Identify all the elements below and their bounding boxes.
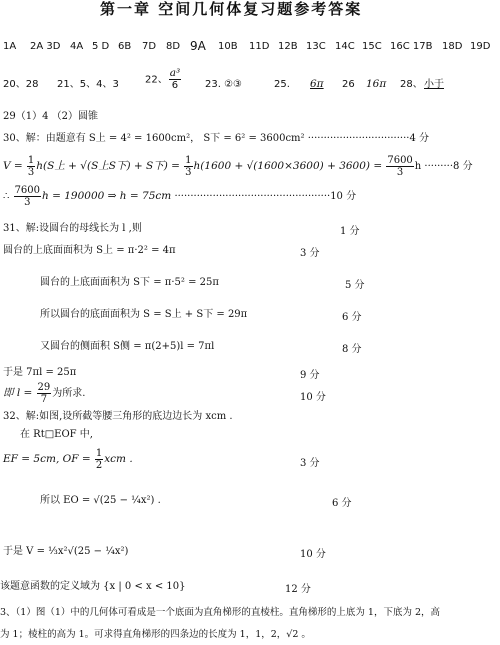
answer-8: 8D bbox=[166, 41, 181, 52]
q31-line-5: 又圆台的侧面积 S侧 = π(2+5)l = 7πl bbox=[40, 341, 215, 352]
answer-14: 14C bbox=[335, 41, 355, 52]
answer-16-17: 16C 17B bbox=[390, 41, 433, 52]
answer-19: 19D bbox=[470, 41, 491, 52]
answer-15: 15C bbox=[362, 41, 382, 52]
q31-score-1: 1 分 bbox=[340, 226, 360, 237]
q31-line-1: 31、解:设圆台的母线长为 l ,则 bbox=[3, 223, 142, 234]
q31-line-7: 即 l = $\frac{29}{7}$ 为所求. bbox=[3, 382, 86, 405]
answer-28-value: 小于 bbox=[424, 79, 444, 90]
q32-line-1: 32、解:如图,设所截等腰三角形的底边边长为 xcm . bbox=[3, 411, 233, 422]
answer-25-value: 6π bbox=[310, 78, 324, 90]
q31-score-2: 3 分 bbox=[300, 248, 320, 259]
answer-13: 13C bbox=[306, 41, 326, 52]
answer-23: 23. ②③ bbox=[205, 79, 243, 90]
q30-line-1: 30、解：由题意有 S上 = 4² = 1600cm²， S下 = 6² = 3600cm² ································4 分 bbox=[3, 133, 429, 144]
answer-10: 10B bbox=[218, 41, 238, 52]
answer-26-label: 26 bbox=[342, 79, 355, 90]
q33-line-2: 为 1；棱柱的高为 1。可求得直角梯形的四条边的长度为 1，1，2，√2 。 bbox=[0, 629, 311, 640]
q31-score-7: 10 分 bbox=[300, 392, 326, 403]
q31-line-6: 于是 7πl = 25π bbox=[3, 367, 77, 378]
answer-26-value: 16π bbox=[366, 78, 387, 90]
q32-line-5: 于是 V = ⅓x²√(25 − ¼x²) bbox=[3, 546, 129, 557]
q32-line-4: 所以 EO = √(25 − ¼x²) . bbox=[40, 495, 161, 506]
answer-12: 12B bbox=[278, 41, 298, 52]
q31-score-3: 5 分 bbox=[345, 280, 365, 291]
answer-20: 20、28 bbox=[3, 79, 39, 90]
answer-6: 6B bbox=[118, 41, 132, 52]
q31-line-2: 圆台的上底面面积为 S上 = π·2² = 4π bbox=[3, 245, 176, 256]
q31-line-4: 所以圆台的底面面积为 S = S上 + S下 = 29π bbox=[40, 309, 248, 320]
answer-1: 1A bbox=[3, 41, 17, 52]
q32-line-2: 在 Rt□EOF 中, bbox=[20, 429, 93, 440]
q30-line-2: V = $\frac{1}{3}$ h(S上 + √(S上S下) + S下) = $\frac{1}{3}$ h(1600 + √(1600×3600) + 3600) = $\frac{7600}{3}$ h ·········8 分 bbox=[3, 155, 473, 178]
q31-score-4: 6 分 bbox=[342, 312, 362, 323]
q32-score-6: 12 分 bbox=[285, 584, 311, 595]
page-title: 第一章 空间几何体复习题参考答案 bbox=[100, 0, 363, 18]
answer-28-label: 28、 bbox=[400, 79, 423, 90]
answer-4: 4A bbox=[70, 41, 84, 52]
answer-7: 7D bbox=[142, 41, 157, 52]
answer-25-label: 25. bbox=[274, 79, 290, 90]
answer-18: 18D bbox=[442, 41, 463, 52]
answer-22: 22、 $\frac{\text{a³}}{6}$ bbox=[145, 67, 181, 91]
answer-21: 21、5、4、3 bbox=[57, 79, 119, 90]
q31-score-6: 9 分 bbox=[300, 370, 320, 381]
q32-score-5: 10 分 bbox=[300, 549, 326, 560]
answer-22-denominator: 6 bbox=[171, 80, 179, 91]
q31-score-5: 8 分 bbox=[342, 344, 362, 355]
q32-score-3: 3 分 bbox=[300, 458, 320, 469]
q30-line-3: ∴ $\frac{7600}{3}$ h = 190000 ⇒ h = 75cm ·················································10 分 bbox=[3, 185, 357, 208]
answer-11: 11D bbox=[249, 41, 270, 52]
answer-9: 9A bbox=[190, 39, 206, 53]
answer-22-numerator: a³ bbox=[169, 67, 181, 79]
answer-2-3: 2A 3D bbox=[30, 41, 61, 52]
q32-line-3: EF = 5cm, OF = $\frac{1}{2}$ xcm . bbox=[3, 448, 133, 471]
q32-line-6: 该题意函数的定义域为 {x | 0 < x < 10} bbox=[0, 581, 186, 592]
answer-5: 5 D bbox=[92, 41, 110, 52]
q31-line-3: 圆台的上底面面积为 S下 = π·5² = 25π bbox=[40, 277, 219, 288]
q32-score-4: 6 分 bbox=[332, 498, 352, 509]
q33-line-1: 3、（1）图（1）中的几何体可看成是一个底面为直角梯形的直棱柱。直角梯形的上底为 1，下底为 2，高 bbox=[0, 607, 441, 618]
answer-29: 29（1）4 （2）圆锥 bbox=[3, 111, 98, 122]
